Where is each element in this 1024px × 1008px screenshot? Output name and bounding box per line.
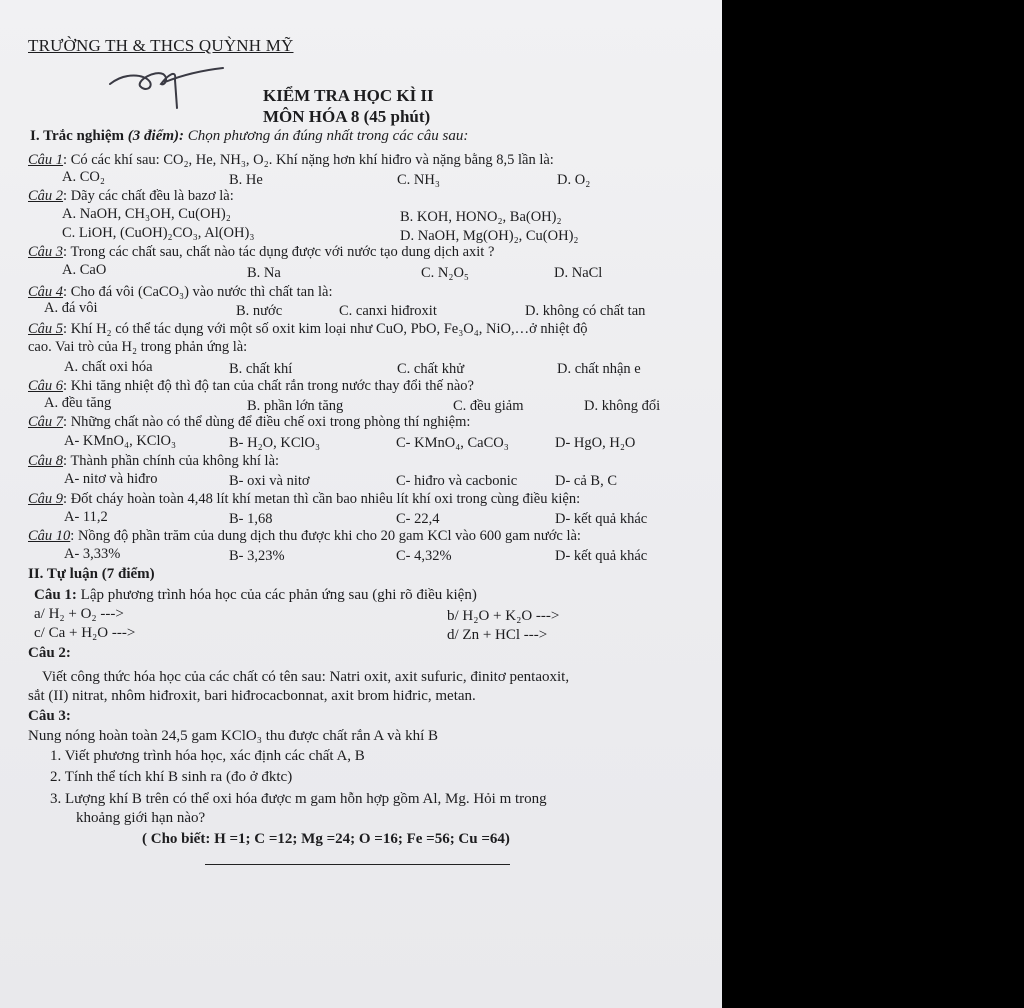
option-a: A- KMnO₄, KClO₃	[64, 433, 177, 449]
signature-mark	[105, 62, 225, 112]
option-c: C- 22,4	[396, 511, 440, 527]
option-a: A- nitơ và hiđro	[64, 471, 158, 487]
option-c: C- KMnO₄, CaCO₃	[396, 435, 509, 451]
question-label: Câu 9	[28, 491, 64, 507]
question-text: Dãy các chất đều là bazơ là:	[70, 188, 234, 204]
option-a: A. CaO	[62, 262, 107, 278]
question-5-continued: cao. Vai trò của H₂ trong phản ứng là:	[28, 339, 248, 355]
question-label: Câu 5	[28, 321, 64, 337]
option-b: B. KOH, HONO₂, Ba(OH)₂	[400, 209, 562, 225]
reaction-c: c/ Ca + H₂O --->	[34, 625, 136, 641]
option-d: D- kết quả khác	[555, 548, 648, 564]
option-c: C. N₂O₅	[421, 265, 469, 281]
question-9: Câu 9: Đốt cháy hoàn toàn 4,48 lít khí metan thì cần bao nhiêu lít khí oxi trong cùng điều kiện:	[28, 491, 581, 507]
exam-title: KIỂM TRA HỌC KÌ II	[263, 86, 434, 105]
essay-question-3-item-1: 1. Viết phương trình hóa học, xác định các chất A, B	[50, 748, 365, 764]
question-6: Câu 6: Khi tăng nhiệt độ thì độ tan của chất rắn trong nước thay đổi thế nào?	[28, 378, 474, 394]
option-c: C- 4,32%	[396, 548, 452, 564]
option-b: B- 3,23%	[229, 548, 285, 564]
question-5: Câu 5: Khí H₂ có thể tác dụng với một số oxit kim loại như CuO, PbO, Fe₃O₄, NiO,…ở nhiệt độ	[28, 321, 588, 337]
option-b: B. nước	[236, 303, 283, 319]
option-b: B- H₂O, KClO₃	[229, 435, 321, 451]
option-d: D. NaCl	[554, 265, 603, 281]
question-text: Nồng độ phần trăm của dung dịch thu được khi cho 20 gam KCl vào 600 gam nước là:	[77, 528, 581, 544]
option-a: A- 11,2	[64, 509, 108, 525]
essay-label: Câu 1:	[34, 587, 77, 603]
option-a: A. chất oxi hóa	[64, 359, 153, 375]
option-c: C. LiOH, (CuOH)₂CO₃, Al(OH)₃	[62, 225, 255, 241]
option-a: A. đều tăng	[44, 395, 112, 411]
option-b: B- 1,68	[229, 511, 273, 527]
question-8: Câu 8: Thành phần chính của không khí là:	[28, 453, 280, 469]
option-c: C. chất khử	[397, 361, 465, 377]
option-c: C. đều giảm	[453, 398, 524, 414]
essay-question-3-item-3: 3. Lượng khí B trên có thể oxi hóa được m gam hỗn hợp gồm Al, Mg. Hỏi m trong	[50, 791, 547, 807]
option-d: D. O₂	[557, 172, 591, 188]
essay-question-2-line1: Viết công thức hóa học của các chất có tên sau: Natri oxit, axit sufuric, đinitơ pentaoxit,	[42, 669, 570, 685]
essay-question-3-intro: Nung nóng hoàn toàn 24,5 gam KClO₃ thu được chất rắn A và khí B	[28, 728, 438, 744]
question-text: Khí H₂ có thể tác dụng với một số oxit kim loại như CuO, PbO, Fe₃O₄, NiO,…ở nhiệt độ	[70, 321, 588, 337]
option-b: B. Na	[247, 265, 281, 281]
question-text: Khi tăng nhiệt độ thì độ tan của chất rắn trong nước thay đổi thế nào?	[70, 378, 474, 394]
essay-question-3-item-2: 2. Tính thể tích khí B sinh ra (đo ở đktc)	[50, 769, 293, 785]
part1-heading	[30, 127, 468, 145]
essay-question-3-item-3-cont: khoảng giới hạn nào?	[76, 810, 206, 826]
closing-divider	[205, 864, 510, 865]
question-7: Câu 7: Những chất nào có thể dùng để điều chế oxi trong phòng thí nghiệm:	[28, 414, 471, 430]
option-b: B. He	[229, 172, 263, 188]
question-4: Câu 4: Cho đá vôi (CaCO₃) vào nước thì chất tan là:	[28, 284, 333, 300]
option-d: D. không có chất tan	[525, 303, 646, 319]
option-b: B. phần lớn tăng	[247, 398, 344, 414]
essay-question-3-label: Câu 3:	[28, 708, 71, 724]
school-name: TRƯỜNG TH & THCS QUỲNH MỸ	[28, 36, 294, 55]
exam-subject: MÔN HÓA 8 (45 phút)	[263, 107, 431, 126]
question-label: Câu 8	[28, 453, 64, 469]
essay-question-2-line2: sắt (II) nitrat, nhôm hiđroxit, bari hiđrocacbonnat, axit brom hiđric, metan.	[28, 688, 476, 704]
option-a: A- 3,33%	[64, 546, 121, 562]
question-label: Câu 1	[28, 152, 64, 168]
option-d: D- cả B, C	[555, 473, 618, 489]
part1-heading-title: I. Trắc nghiệm	[30, 128, 125, 144]
question-label: Câu 10	[28, 528, 71, 544]
question-3: Câu 3: Trong các chất sau, chất nào tác dụng được với nước tạo dung dịch axit ?	[28, 244, 495, 260]
question-text: Đốt cháy hoàn toàn 4,48 lít khí metan thì cần bao nhiêu lít khí oxi trong cùng điều kiện:	[70, 491, 581, 507]
essay-question-2-label: Câu 2:	[28, 645, 71, 661]
part1-heading-points: (3 điểm):	[127, 128, 185, 144]
option-a: A. NaOH, CH₃OH, Cu(OH)₂	[62, 206, 231, 222]
reaction-a: a/ H₂ + O₂ --->	[34, 606, 124, 622]
question-text: Thành phần chính của không khí là:	[70, 453, 280, 469]
option-a: A. đá vôi	[44, 300, 98, 316]
part2-heading: II. Tự luận (7 điểm)	[28, 566, 155, 582]
question-label: Câu 6	[28, 378, 64, 394]
option-d: D. không đổi	[584, 398, 661, 414]
question-text: Cho đá vôi (CaCO₃) vào nước thì chất tan là:	[70, 284, 333, 300]
option-d: D. NaOH, Mg(OH)₂, Cu(OH)₂	[400, 228, 579, 244]
question-label: Câu 7	[28, 414, 64, 430]
option-d: D- kết quả khác	[555, 511, 648, 527]
option-c: C- hiđro và cacbonic	[396, 473, 518, 489]
reaction-b: b/ H₂O + K₂O --->	[447, 608, 560, 624]
question-label: Câu 3	[28, 244, 64, 260]
question-2: Câu 2: Dãy các chất đều là bazơ là:	[28, 188, 234, 204]
option-d: D- HgO, H₂O	[555, 435, 636, 451]
question-label: Câu 2	[28, 188, 64, 204]
option-c: C. NH₃	[397, 172, 440, 188]
question-label: Câu 4	[28, 284, 64, 300]
question-text: Trong các chất sau, chất nào tác dụng được với nước tạo dung dịch axit ?	[70, 244, 495, 260]
option-d: D. chất nhận e	[557, 361, 641, 377]
option-b: B- oxi và nitơ	[229, 473, 310, 489]
question-text: Có các khí sau: CO₂, He, NH₃, O₂. Khí nặng hơn khí hiđro và nặng bằng 8,5 lần là:	[70, 152, 554, 168]
option-b: B. chất khí	[229, 361, 293, 377]
question-text: Những chất nào có thể dùng để điều chế oxi trong phòng thí nghiệm:	[70, 414, 471, 430]
essay-question-1	[34, 586, 477, 604]
reaction-d: d/ Zn + HCl --->	[447, 627, 548, 643]
option-a: A. CO₂	[62, 169, 105, 185]
question-10: Câu 10: Nồng độ phần trăm của dung dịch thu được khi cho 20 gam KCl vào 600 gam nước là:	[28, 528, 581, 544]
given-atomic-masses: ( Cho biết: H =1; C =12; Mg =24; O =16; Fe =56; Cu =64)	[142, 831, 510, 847]
black-background	[722, 0, 1024, 1008]
option-c: C. canxi hiđroxit	[339, 303, 437, 319]
question-1: Câu 1: Có các khí sau: CO₂, He, NH₃, O₂. Khí nặng hơn khí hiđro và nặng bằng 8,5 lần là:	[28, 152, 554, 168]
part1-heading-instruction: Chọn phương án đúng nhất trong các câu sau:	[187, 128, 469, 144]
essay-text: Lập phương trình hóa học của các phản ứng sau (ghi rõ điều kiện)	[80, 587, 477, 603]
